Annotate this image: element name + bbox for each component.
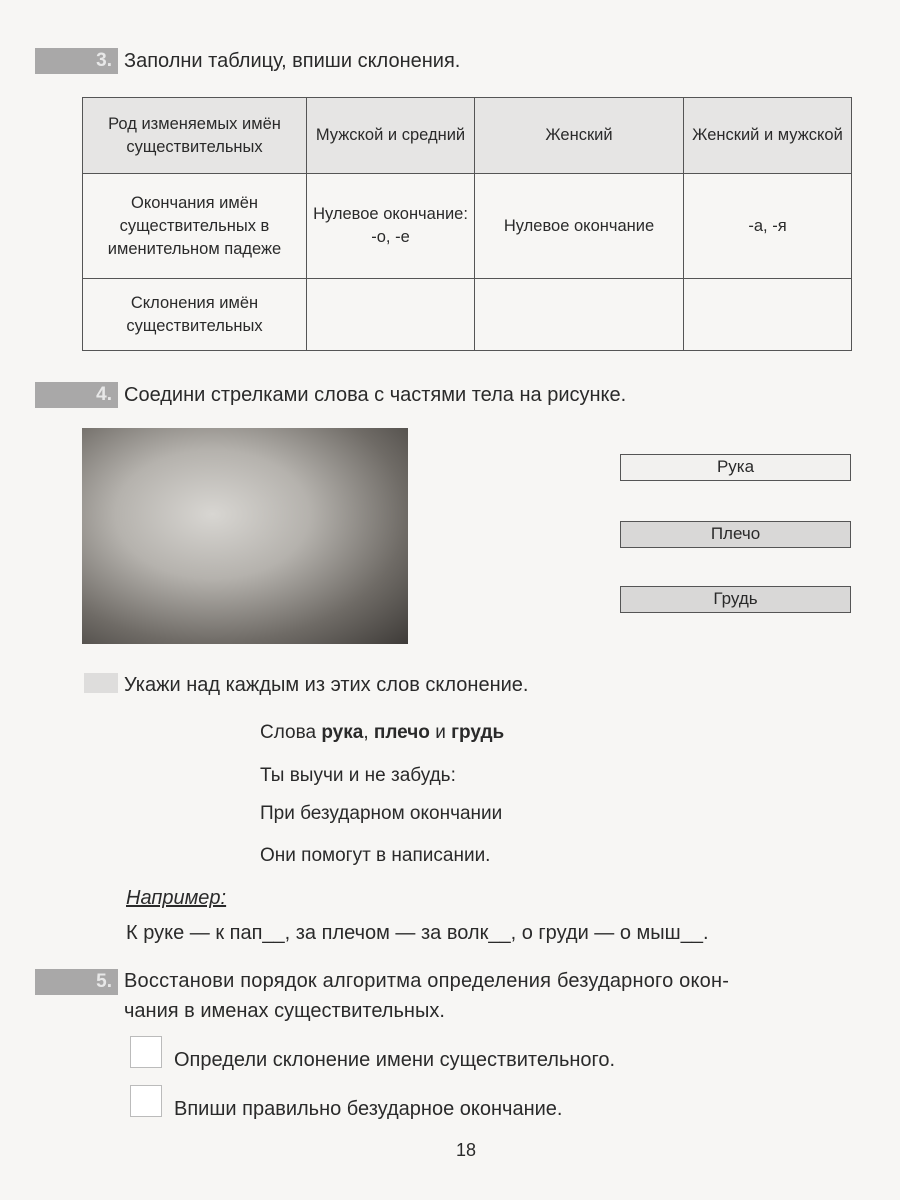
bold-word: грудь xyxy=(451,722,505,743)
table-header-cell: Мужской и средний xyxy=(307,98,475,174)
bold-word: плечо xyxy=(373,722,430,743)
table-cell: Склонения имён существительных xyxy=(83,279,307,351)
poem-line: При безударном окончании xyxy=(260,803,503,824)
statue-image xyxy=(82,428,408,644)
task-number-badge: 3. xyxy=(35,48,118,74)
poem-line: Ты выучи и не забудь: xyxy=(260,765,456,786)
declension-table xyxy=(82,97,852,351)
table-cell: -а, -я xyxy=(684,174,852,279)
text: и xyxy=(429,722,452,743)
table-header-cell: Женский и мужской xyxy=(684,98,852,174)
task-number-badge: 4. xyxy=(35,382,118,408)
order-input-box[interactable] xyxy=(130,1036,162,1068)
step-text: Определи склонение имени существительного. xyxy=(174,1049,616,1071)
word-box-plecho[interactable]: Плечо xyxy=(620,521,851,548)
task-instruction: Соедини стрелками слова с частями тела на рисунке. xyxy=(124,384,627,406)
bold-word: рука xyxy=(321,722,364,743)
text: , xyxy=(363,722,374,743)
table-header-cell: Женский xyxy=(475,98,684,174)
answer-cell[interactable] xyxy=(475,279,684,351)
step-text: Впиши правильно безударное окончание. xyxy=(174,1098,563,1120)
sub-task-marker xyxy=(84,673,118,693)
word-box-ruka[interactable]: Рука xyxy=(620,454,851,481)
table-cell: Окончания имён существительных в именительном падеже xyxy=(83,174,307,279)
sub-instruction: Укажи над каждым из этих слов склонение. xyxy=(124,674,529,696)
poem-line: Они помогут в написании. xyxy=(260,845,491,866)
example-text: К руке — к пап__, за плечом — за волк__, о груди — о мыш__. xyxy=(126,922,709,944)
table-cell: Нулевое окончание xyxy=(475,174,684,279)
table-cell: Нулевое окончание: -о, -е xyxy=(307,174,475,279)
task-number-badge: 5. xyxy=(35,969,118,995)
answer-cell[interactable] xyxy=(684,279,852,351)
poem-line xyxy=(260,722,504,744)
word-box-grud[interactable]: Грудь xyxy=(620,586,851,613)
answer-cell[interactable] xyxy=(307,279,475,351)
example-label: Например: xyxy=(126,887,227,909)
order-input-box[interactable] xyxy=(130,1085,162,1117)
task-instruction: Заполни таблицу, впиши склонения. xyxy=(124,50,461,72)
table-header-cell: Род изменяемых имён существительных xyxy=(83,98,307,174)
task-instruction: Восстанови порядок алгоритма определения безударного окон- xyxy=(124,970,730,992)
task-instruction: чания в именах существительных. xyxy=(124,1000,445,1022)
text: Слова xyxy=(260,722,322,743)
page-number: 18 xyxy=(456,1140,477,1160)
